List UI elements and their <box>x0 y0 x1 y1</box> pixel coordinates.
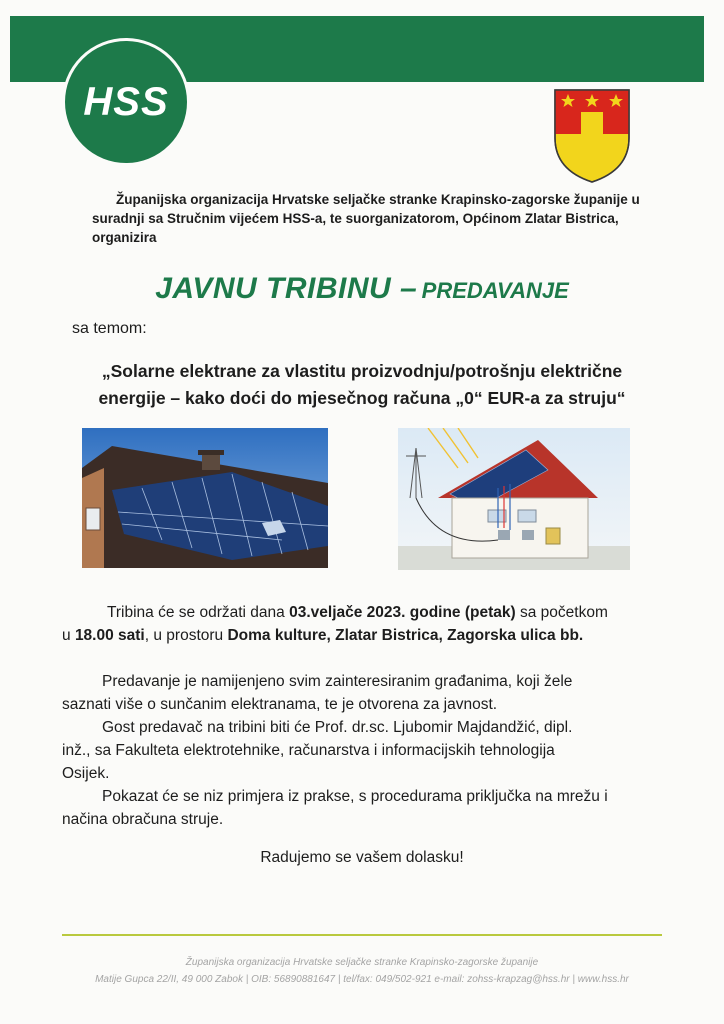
closing-text: Radujemo se vašem dolasku! <box>260 849 464 866</box>
speaker-line-3: Osijek. <box>62 765 110 782</box>
event-details-line-2 <box>62 624 672 647</box>
footer-contact: Matije Gupca 22/II, 49 000 Zabok | OIB: 56890881647 | tel/fax: 049/502-921 e-mail: zohss-krapzag@hss.hr | www.hss.hr <box>95 974 629 985</box>
topic-title <box>60 358 664 412</box>
intro-line-2: suradnji sa Stručnim vijećem HSS-a, te suorganizatorom, Općinom Zlatar Bistrica, <box>92 211 619 226</box>
event-details-line-1 <box>62 601 672 624</box>
examples-line-2: načina obračuna struje. <box>62 811 224 828</box>
page-title <box>0 272 724 306</box>
topic-label: sa temom: <box>72 320 147 337</box>
footer-organization: Županijska organizacija Hrvatske seljačke stranke Krapinsko-zagorske županije <box>185 957 539 968</box>
logo-text: HSS <box>83 79 169 124</box>
title-sub: PREDAVANJE <box>421 278 569 303</box>
audience-line-2: saznati više o sunčanim elektranama, te je otvorena za javnost. <box>62 696 498 713</box>
solar-roof-photo <box>82 428 328 568</box>
audience-line-1: Predavanje je namijenjeno svim zainteresiranim građanima, koji žele <box>102 673 573 690</box>
event-time: 18.00 sati <box>74 627 145 644</box>
event-at-text: u <box>62 627 75 644</box>
hss-logo <box>62 38 190 166</box>
event-intro-text: Tribina će se održati dana <box>107 604 290 621</box>
intro-line-1: Županijska organizacija Hrvatske seljačke stranke Krapinsko-zagorske županije u <box>116 192 640 207</box>
speaker-line-2: inž., sa Fakulteta elektrotehnike, računarstva i informacijskih tehnologija <box>62 742 555 759</box>
event-start-text: sa početkom <box>515 604 608 621</box>
coat-of-arms-icon <box>553 88 631 184</box>
event-details <box>62 601 672 647</box>
event-date: 03.veljače 2023. godine (petak) <box>289 604 516 621</box>
solar-house-illustration <box>398 428 630 570</box>
topic-line-2: energije – kako doći do mjesečnog računa „0“ EUR-a za struju“ <box>98 388 626 408</box>
intro-text <box>92 190 662 247</box>
topic-line-1: „Solarne elektrane za vlastitu proizvodnju/potrošnju električne <box>101 361 623 381</box>
examples-line-1: Pokazat će se niz primjera iz prakse, s procedurama priključka na mrežu i <box>102 788 608 805</box>
audience-paragraph <box>62 670 672 716</box>
examples-paragraph <box>62 785 672 831</box>
footer-divider <box>62 934 662 936</box>
event-location-intro: , u prostoru <box>144 627 228 644</box>
title-main: JAVNU TRIBINU – <box>155 272 418 305</box>
speaker-paragraph <box>62 716 672 785</box>
event-location: Doma kulture, Zlatar Bistrica, Zagorska ulica bb. <box>227 627 584 644</box>
speaker-line-1: Gost predavač na tribini biti će Prof. dr.sc. Ljubomir Majdandžić, dipl. <box>102 719 573 736</box>
intro-line-3: organizira <box>92 230 157 245</box>
